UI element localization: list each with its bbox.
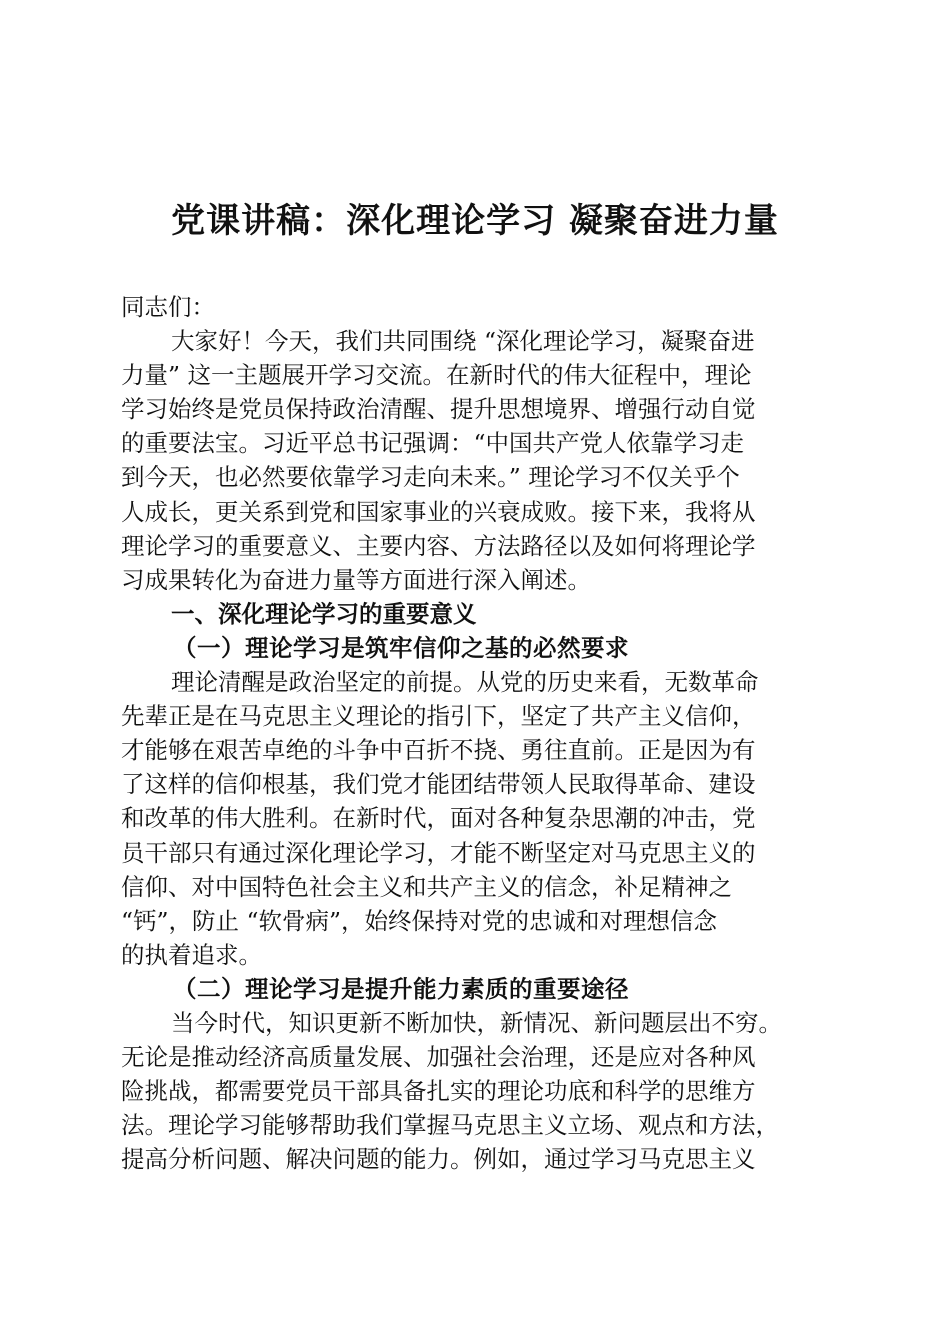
paragraph-line: 理论清醒是政治坚定的前提。从党的历史来看，无数革命 xyxy=(171,668,759,697)
paragraph-line: 大家好！今天，我们共同围绕 “深化理论学习，凝聚奋进 xyxy=(171,327,755,356)
paragraph-line: 的重要法宝。习近平总书记强调：“中国共产党人依靠学习走 xyxy=(121,429,745,458)
paragraph-line: 到今天，也必然要依靠学习走向未来。” 理论学习不仅关乎个 xyxy=(121,463,740,492)
paragraph-line: 力量” 这一主题展开学习交流。在新时代的伟大征程中，理论 xyxy=(121,361,752,390)
paragraph-line: 法。理论学习能够帮助我们掌握马克思主义立场、观点和方法， xyxy=(121,1111,779,1140)
paragraph-line: 理论学习的重要意义、主要内容、方法路径以及如何将理论学 xyxy=(121,531,756,560)
paragraph-line: 习成果转化为奋进力量等方面进行深入阐述。 xyxy=(121,565,591,594)
paragraph-line: 当今时代，知识更新不断加快，新情况、新问题层出不穷。 xyxy=(171,1008,782,1037)
paragraph-line: 才能够在艰苦卓绝的斗争中百折不挠、勇往直前。正是因为有 xyxy=(121,736,756,765)
paragraph-line: 险挑战，都需要党员干部具备扎实的理论功底和科学的思维方 xyxy=(121,1077,756,1106)
section-heading: 一、深化理论学习的重要意义 xyxy=(171,599,477,628)
paragraph-line: 提高分析问题、解决问题的能力。例如，通过学习马克思主义 xyxy=(121,1145,756,1174)
subsection-heading: （二）理论学习是提升能力素质的重要途径 xyxy=(173,974,629,1003)
paragraph-line: 人成长，更关系到党和国家事业的兴衰成败。接下来，我将从 xyxy=(121,497,756,526)
salutation: 同志们： xyxy=(121,293,215,321)
paragraph-line: 信仰、对中国特色社会主义和共产主义的信念，补足精神之 xyxy=(121,872,732,901)
paragraph-line: 的执着追求。 xyxy=(121,940,262,969)
subsection-heading: （一）理论学习是筑牢信仰之基的必然要求 xyxy=(173,633,629,662)
paragraph-line: “钙”，防止 “软骨病”，始终保持对党的忠诚和对理想信念 xyxy=(121,906,718,935)
paragraph-line: 了这样的信仰根基，我们党才能团结带领人民取得革命、建设 xyxy=(121,770,756,799)
paragraph-line: 和改革的伟大胜利。在新时代，面对各种复杂思潮的冲击，党 xyxy=(121,804,756,833)
document-body xyxy=(121,290,841,1176)
paragraph-line: 员干部只有通过深化理论学习，才能不断坚定对马克思主义的 xyxy=(121,838,756,867)
paragraph-line: 无论是推动经济高质量发展、加强社会治理，还是应对各种风 xyxy=(121,1043,756,1072)
document-title: 党课讲稿：深化理论学习 凝聚奋进力量 xyxy=(171,201,779,241)
paragraph-line: 先辈正是在马克思主义理论的指引下，坚定了共产主义信仰， xyxy=(121,702,756,731)
paragraph-line: 学习始终是党员保持政治清醒、提升思想境界、增强行动自觉 xyxy=(121,395,756,424)
